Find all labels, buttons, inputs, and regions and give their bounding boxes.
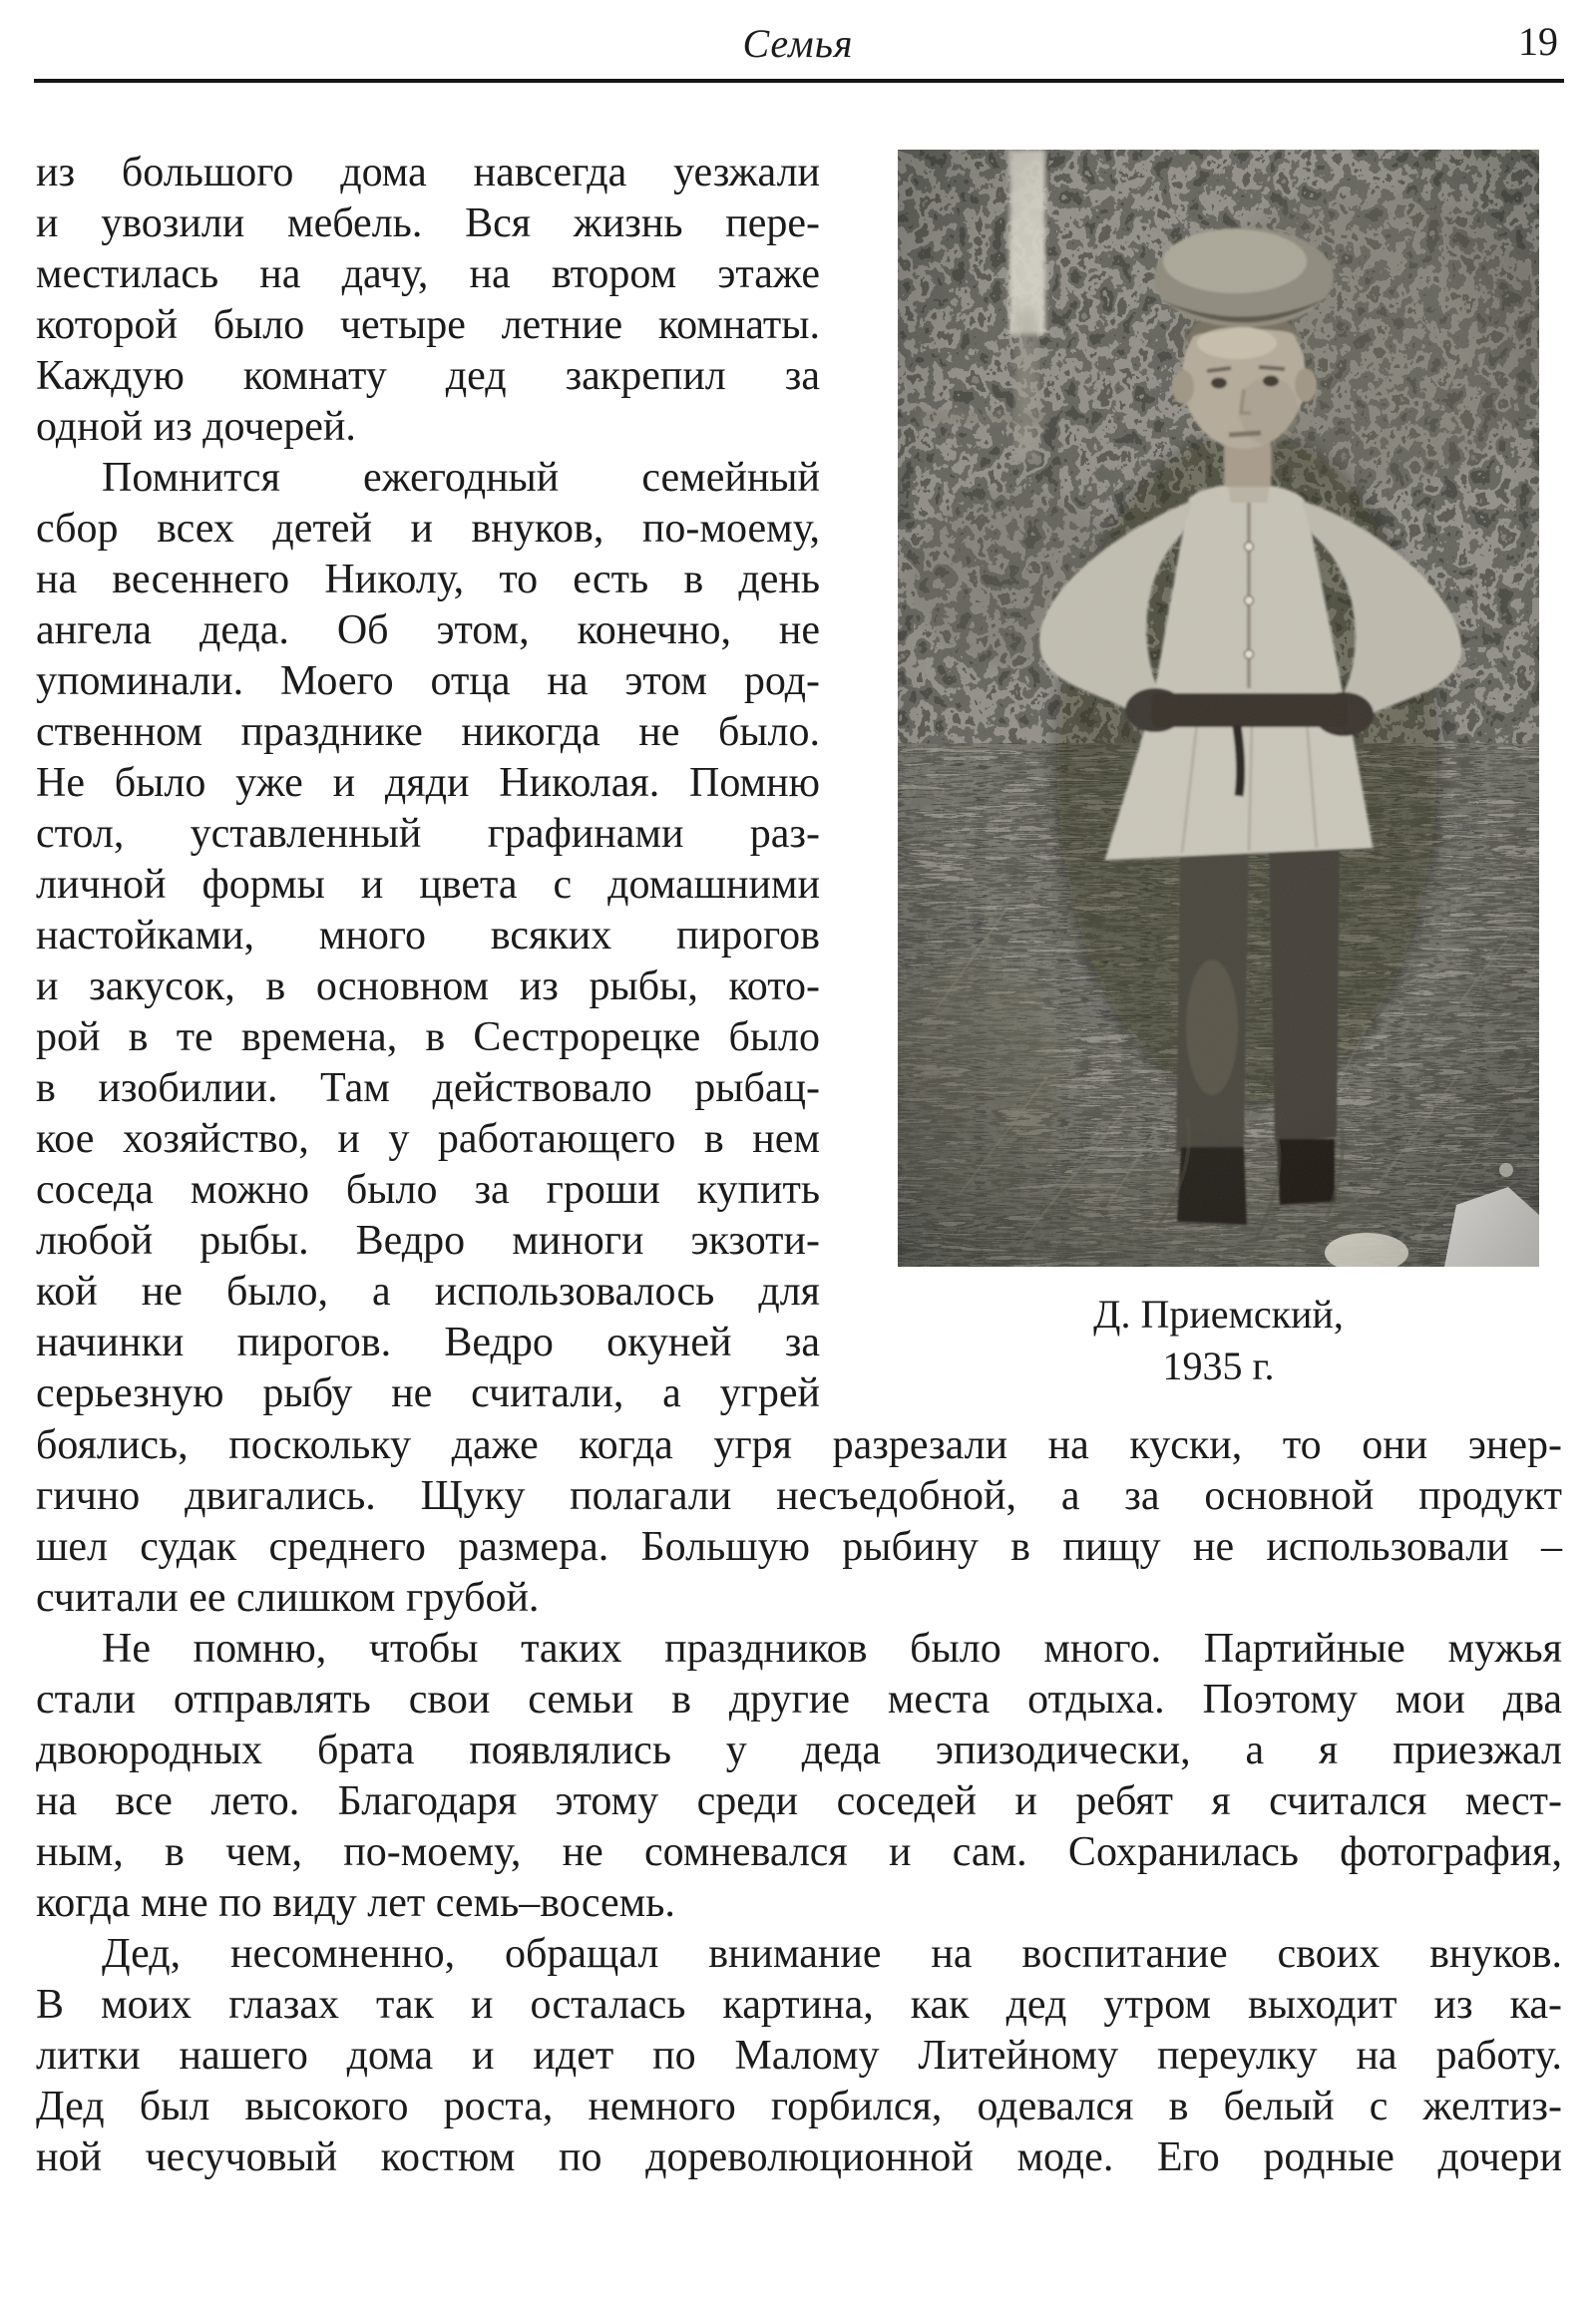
text-line: ным, в чем, по-моему, не сомневался и сам. Сохранилась фотография, <box>36 1829 1562 1875</box>
text-line: на весеннего Николу, то есть в день <box>36 557 820 602</box>
full-width-text <box>36 1420 1562 2183</box>
text-line: Дед, несомненно, обращал внимание на воспитание своих внуков. <box>102 1931 1562 1977</box>
photo-caption <box>898 1289 1539 1392</box>
header-rule <box>34 79 1564 83</box>
text-line: ной чесучовый костюм по дореволюционной моде. Его родные дочери <box>36 2134 1562 2180</box>
text-line: и увозили мебель. Вся жизнь пере- <box>36 200 820 246</box>
text-line: на все лето. Благодаря этому среди соседей и ребят я считался мест- <box>36 1778 1562 1824</box>
text-line: рой в те времена, в Сестрорецке было <box>36 1014 820 1060</box>
text-line: литки нашего дома и идет по Малому Литейному переулку на работу. <box>36 2033 1562 2079</box>
text-line: в изобилии. Там действовало рыбац- <box>36 1065 820 1111</box>
photograph-boy <box>898 150 1539 1267</box>
text-line: сбор всех детей и внуков, по-моему, <box>36 506 820 552</box>
text-line: местилась на дачу, на втором этаже <box>36 251 820 297</box>
left-text-column <box>36 148 820 1419</box>
boy-photo-illustration <box>898 150 1539 1267</box>
text-line: Помнится ежегодный семейный <box>102 455 820 501</box>
text-line: упоминали. Моего отца на этом род- <box>36 658 820 704</box>
text-line: из большого дома навсегда уезжали <box>36 150 820 195</box>
page-number: 19 <box>1518 19 1558 64</box>
text-line: гично двигались. Щуку полагали несъедобной, а за основной продукт <box>36 1473 1562 1519</box>
text-line: двоюродных брата появлялись у деда эпизодически, а я приезжал <box>36 1728 1562 1773</box>
text-line: В моих глазах так и осталась картина, как дед утром выходит из ка- <box>36 1982 1562 2028</box>
text-line: начинки пирогов. Ведро окуней за <box>36 1320 820 1365</box>
text-line: считали ее слишком грубой. <box>36 1575 540 1621</box>
text-line: соседа можно было за гроши купить <box>36 1167 820 1213</box>
text-line: и закусок, в основном из рыбы, кото- <box>36 963 820 1009</box>
text-line: личной формы и цвета с домашними <box>36 862 820 908</box>
text-line: одной из дочерей. <box>36 404 356 450</box>
text-line: ственном празднике никогда не было. <box>36 709 820 755</box>
text-line: настойками, много всяких пирогов <box>36 913 820 959</box>
text-line: которой было четыре летние комнаты. <box>36 302 820 348</box>
text-line: Не было уже и дяди Николая. Помню <box>36 760 820 806</box>
text-line: любой рыбы. Ведро миноги экзоти- <box>36 1218 820 1264</box>
text-line: стали отправлять свои семьи в другие места отдыха. Поэтому мои два <box>36 1677 1562 1723</box>
text-line: кое хозяйство, и у работающего в нем <box>36 1116 820 1162</box>
chapter-title: Семья <box>742 21 854 66</box>
text-line: стол, уставленный графинами раз- <box>36 811 820 857</box>
photo-caption-year: 1935 г. <box>1162 1344 1275 1388</box>
text-line: кой не было, а использовалось для <box>36 1269 820 1315</box>
text-line: боялись, поскольку даже когда угря разрезали на куски, то они энер- <box>36 1422 1562 1468</box>
photo-caption-name: Д. Приемский, <box>1093 1292 1344 1337</box>
text-line: Каждую комнату дед закрепил за <box>36 353 820 399</box>
text-line: ангела деда. Об этом, конечно, не <box>36 607 820 653</box>
text-line: Не помню, чтобы таких праздников было много. Партийные мужья <box>102 1626 1562 1672</box>
text-line: шел судак среднего размера. Большую рыбину в пищу не использовали – <box>36 1524 1562 1570</box>
text-line: серьезную рыбу не считали, а угрей <box>36 1370 820 1416</box>
text-line: Дед был высокого роста, немного горбился, одевался в белый с желтиз- <box>36 2084 1562 2129</box>
text-line: когда мне по виду лет семь–восемь. <box>36 1880 675 1926</box>
